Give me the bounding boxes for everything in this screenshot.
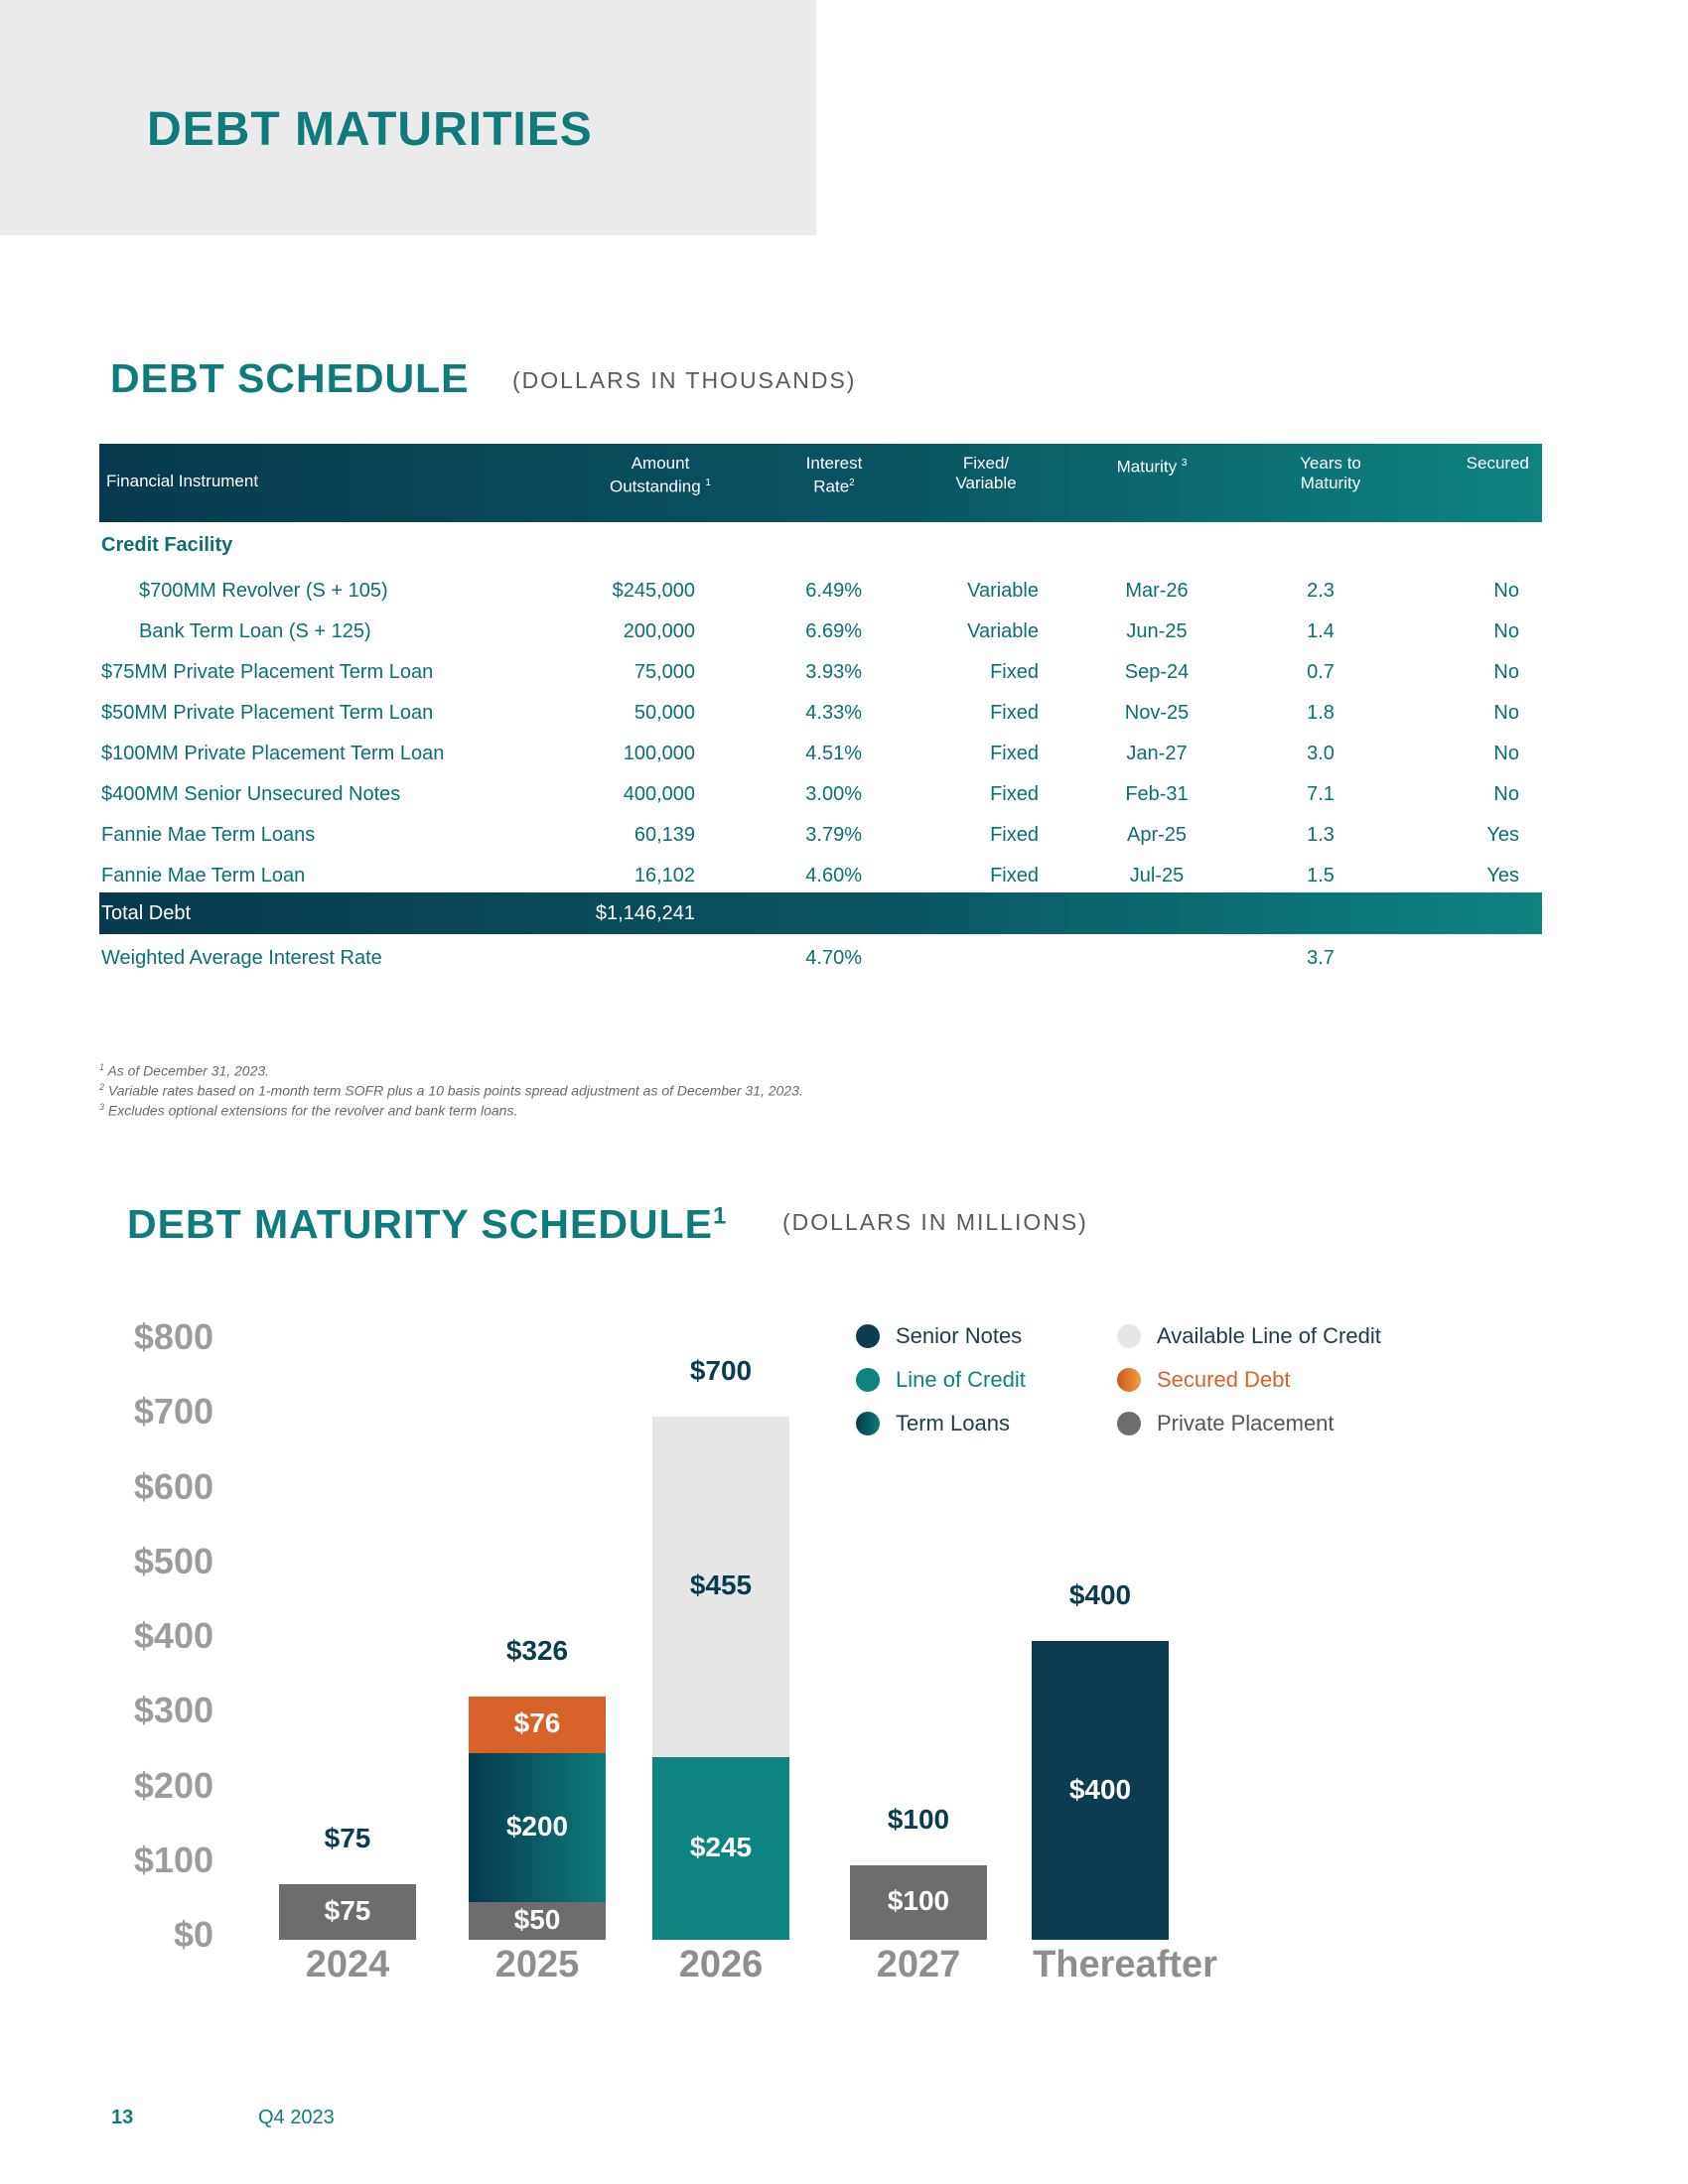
- weighted-average-years: 3.7: [1307, 947, 1335, 969]
- row-secured: No: [1493, 702, 1519, 724]
- row-maturity: Jan-27: [1126, 743, 1188, 764]
- footnote: $^2$ Variable rates based on 1-month term SOFR plus a 10 basis points spread adjustment as of December 31, 2023.: [99, 1082, 803, 1099]
- row-amount: 50,000: [633, 702, 695, 724]
- col-header-secured: Secured: [1466, 454, 1529, 473]
- row-instrument: Fannie Mae Term Loans: [101, 824, 316, 846]
- row-rate: 4.33%: [805, 702, 862, 724]
- bar-value-label: $76: [513, 1707, 561, 1739]
- report-period: Q4 2023: [258, 2107, 335, 2128]
- row-years: 1.4: [1307, 620, 1335, 642]
- row-secured: No: [1493, 620, 1519, 642]
- legend-line-of-credit: Line of Credit: [856, 1367, 1026, 1393]
- legend-dot-icon: [1117, 1324, 1141, 1348]
- bar-total-label: $326: [505, 1634, 569, 1666]
- y-tick-label: $0: [173, 1914, 213, 1955]
- row-instrument: $50MM Private Placement Term Loan: [101, 702, 434, 724]
- y-tick-label: $200: [133, 1764, 213, 1806]
- row-maturity: Feb-31: [1125, 783, 1189, 805]
- row-type: Fixed: [990, 824, 1039, 846]
- row-amount: 400,000: [623, 783, 695, 805]
- row-type: Fixed: [990, 661, 1039, 683]
- x-category-label: 2027: [876, 1944, 961, 1985]
- row-years: 1.5: [1307, 865, 1335, 887]
- row-rate: 4.60%: [805, 865, 862, 887]
- x-category-label: Thereafter: [1033, 1944, 1217, 1985]
- y-tick-label: $800: [133, 1316, 213, 1357]
- row-maturity: Apr-25: [1126, 824, 1188, 846]
- bar-value-label: $245: [689, 1831, 753, 1862]
- maturity-schedule-title: DEBT MATURITY SCHEDULE$^1$: [127, 1201, 728, 1247]
- row-type: Fixed: [990, 743, 1039, 764]
- total-debt-amount: $1,146,241: [595, 902, 695, 924]
- row-secured: Yes: [1486, 865, 1519, 887]
- weighted-average-rate: 4.70%: [805, 947, 862, 969]
- y-tick-label: $300: [133, 1690, 213, 1731]
- row-type: Fixed: [990, 865, 1039, 887]
- total-debt-label: Total Debt: [101, 902, 192, 924]
- row-amount: 200,000: [623, 620, 695, 642]
- legend-senior-notes: Senior Notes: [856, 1323, 1022, 1349]
- row-amount: 100,000: [623, 743, 695, 764]
- row-type: Fixed: [990, 783, 1039, 805]
- row-maturity: Nov-25: [1124, 702, 1190, 724]
- footnote: $^3$ Excludes optional extensions for the revolver and bank term loans.: [99, 1102, 518, 1119]
- bar-value-label: $400: [1068, 1773, 1132, 1805]
- footnote: $^1$ As of December 31, 2023.: [99, 1062, 270, 1079]
- y-tick-label: $100: [133, 1839, 213, 1880]
- bar-total-label: $75: [324, 1822, 371, 1853]
- row-years: 0.7: [1307, 661, 1335, 683]
- row-years: 1.8: [1307, 702, 1335, 724]
- row-maturity: Jul-25: [1129, 865, 1185, 887]
- row-amount: $245,000: [612, 580, 695, 602]
- row-rate: 3.79%: [805, 824, 862, 846]
- col-header-years: Years to Maturity: [1300, 454, 1361, 492]
- bar-value-label: $50: [513, 1904, 561, 1936]
- bar-total-label: $100: [887, 1803, 950, 1835]
- row-rate: 6.69%: [805, 620, 862, 642]
- col-header-amount: Amount Outstanding $^1$: [610, 454, 711, 496]
- bar-value-label: $75: [324, 1894, 371, 1926]
- y-tick-label: $700: [133, 1391, 213, 1433]
- row-secured: No: [1493, 580, 1519, 602]
- row-instrument: Bank Term Loan (S + 125): [139, 620, 371, 642]
- legend-term-loans: Term Loans: [856, 1411, 1010, 1436]
- legend-secured-debt: Secured Debt: [1117, 1367, 1291, 1393]
- row-amount: 75,000: [633, 661, 695, 683]
- total-debt-row: [99, 892, 1542, 934]
- legend-dot-icon: [1117, 1368, 1141, 1392]
- row-rate: 4.51%: [805, 743, 862, 764]
- row-maturity: Jun-25: [1126, 620, 1188, 642]
- debt-schedule-subtitle: (DOLLARS IN THOUSANDS): [512, 367, 857, 393]
- maturity-schedule-subtitle: (DOLLARS IN MILLIONS): [782, 1209, 1088, 1235]
- row-amount: 60,139: [633, 824, 695, 846]
- row-instrument: $400MM Senior Unsecured Notes: [101, 783, 401, 805]
- row-maturity: Sep-24: [1124, 661, 1190, 683]
- row-instrument: $75MM Private Placement Term Loan: [101, 661, 434, 683]
- legend-private-placement: Private Placement: [1117, 1411, 1335, 1436]
- bar-value-label: $455: [689, 1570, 753, 1601]
- col-header-fixed-variable: Fixed/ Variable: [955, 454, 1017, 492]
- row-type: Variable: [967, 620, 1039, 642]
- legend-available-line-of-credit: Available Line of Credit: [1117, 1323, 1381, 1349]
- bar-total-label: $400: [1068, 1579, 1132, 1610]
- y-tick-label: $600: [133, 1465, 213, 1507]
- col-header-maturity: Maturity $^3$: [1116, 457, 1188, 477]
- legend-dot-icon: [856, 1368, 880, 1392]
- row-rate: 6.49%: [805, 580, 862, 602]
- x-category-label: 2024: [305, 1944, 390, 1985]
- row-years: 1.3: [1307, 824, 1335, 846]
- table-header: [99, 444, 1542, 522]
- row-years: 3.0: [1307, 743, 1335, 764]
- row-instrument: $700MM Revolver (S + 105): [139, 580, 388, 602]
- row-instrument: $100MM Private Placement Term Loan: [101, 743, 445, 764]
- page-title: DEBT MATURITIES: [147, 103, 593, 156]
- group-label-credit-facility: Credit Facility: [101, 534, 233, 556]
- legend-dot-icon: [1117, 1412, 1141, 1435]
- row-maturity: Mar-26: [1125, 580, 1189, 602]
- row-instrument: Fannie Mae Term Loan: [101, 865, 306, 887]
- bar-total-label: $700: [689, 1355, 753, 1387]
- row-secured: No: [1493, 783, 1519, 805]
- row-rate: 3.00%: [805, 783, 862, 805]
- row-secured: Yes: [1486, 824, 1519, 846]
- row-rate: 3.93%: [805, 661, 862, 683]
- y-tick-label: $400: [133, 1615, 213, 1656]
- col-header-instrument: Financial Instrument: [106, 472, 259, 490]
- row-amount: 16,102: [633, 865, 695, 887]
- row-years: 2.3: [1307, 580, 1335, 602]
- col-header-rate: Interest Rate$^2$: [805, 454, 863, 496]
- debt-schedule-title: DEBT SCHEDULE: [110, 355, 470, 401]
- row-type: Variable: [967, 580, 1039, 602]
- legend-dot-icon: [856, 1412, 880, 1435]
- x-category-label: 2026: [678, 1944, 764, 1985]
- y-tick-label: $500: [133, 1540, 213, 1581]
- row-secured: No: [1493, 661, 1519, 683]
- x-category-label: 2025: [494, 1944, 580, 1985]
- row-secured: No: [1493, 743, 1519, 764]
- bar-value-label: $200: [505, 1811, 569, 1843]
- row-years: 7.1: [1307, 783, 1335, 805]
- legend-dot-icon: [856, 1324, 880, 1348]
- page-number: 13: [111, 2107, 134, 2128]
- row-type: Fixed: [990, 702, 1039, 724]
- weighted-average-label: Weighted Average Interest Rate: [101, 947, 382, 969]
- bar-value-label: $100: [887, 1885, 950, 1917]
